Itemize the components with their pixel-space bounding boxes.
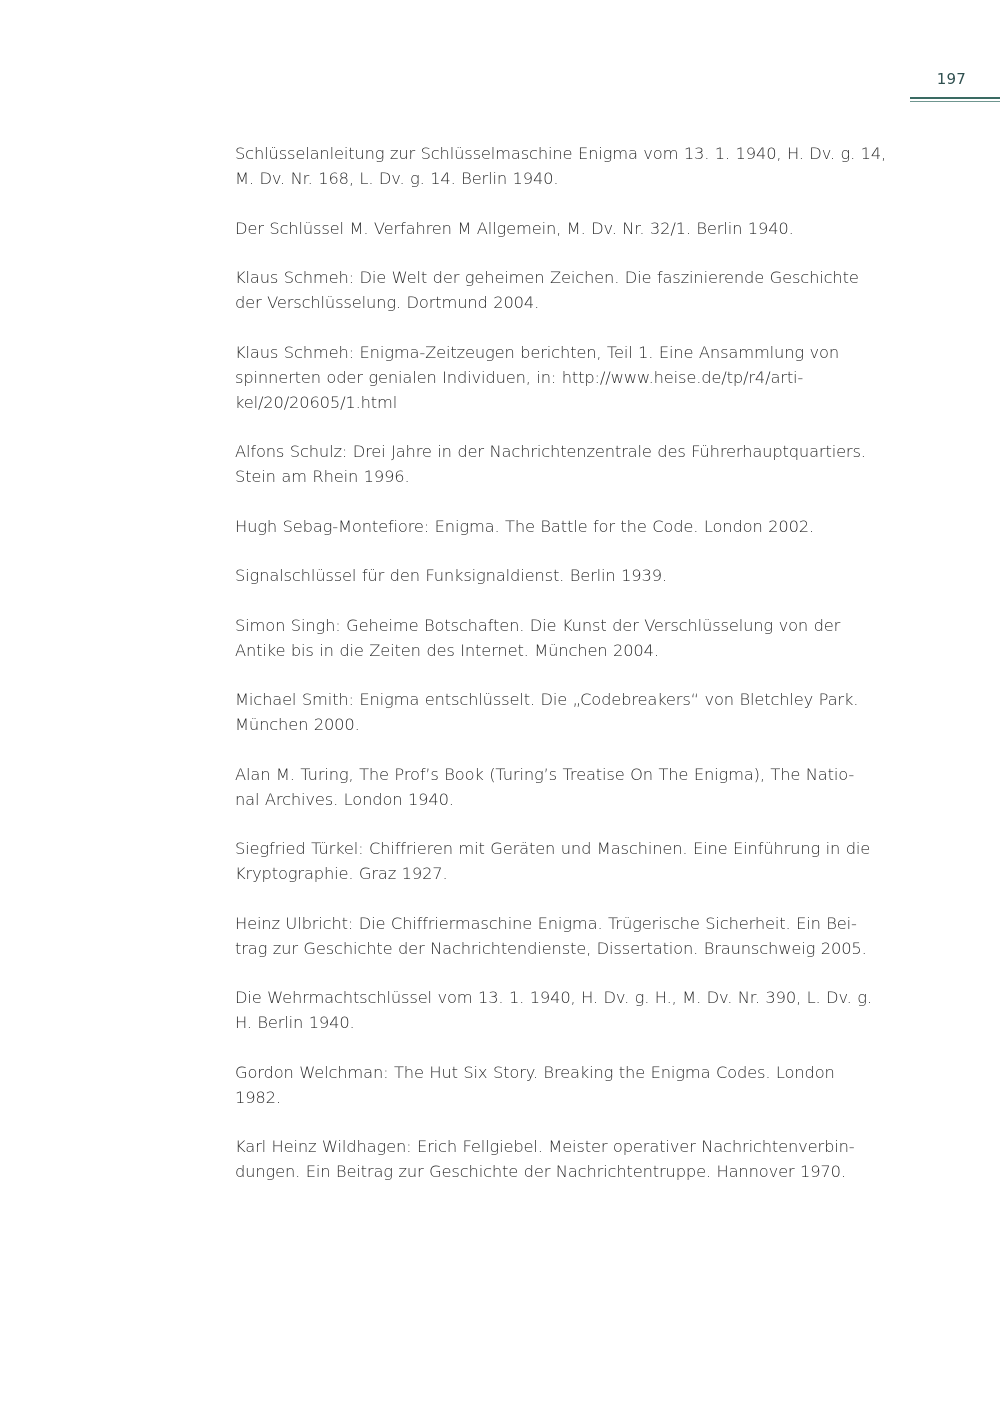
entry-line: trag zur Geschichte der Nachrichtendienste, Dissertation. Braunschweig 2005.	[235, 938, 867, 958]
bibliography-entry	[235, 340, 895, 415]
bibliography-entry	[235, 762, 895, 812]
bibliography-entry	[235, 216, 895, 241]
entry-line: 1982.	[235, 1087, 281, 1107]
entry-line: Schlüsselanleitung zur Schlüsselmaschine Enigma vom 13. 1. 1940, H. Dv. g. 14,	[235, 144, 887, 163]
entry-line: Siegfried Türkel: Chiffrieren mit Geräten und Maschinen. Eine Einführung in die	[235, 839, 871, 858]
header-rule	[910, 97, 1000, 99]
bibliography-entry	[235, 265, 895, 315]
entry-line: H. Berlin 1940.	[235, 1013, 355, 1032]
entry-line: Antike bis in die Zeiten des Internet. München 2004.	[235, 640, 659, 660]
entry-line: spinnerten oder genialen Individuen, in: http://www.heise.de/tp/r4/arti-	[235, 367, 804, 387]
entry-line: Stein am Rhein 1996.	[235, 467, 410, 486]
entry-line: kel/20/20605/1.html	[235, 392, 398, 412]
entry-line: Der Schlüssel M. Verfahren M Allgemein, M. Dv. Nr. 32/1. Berlin 1940.	[235, 218, 794, 238]
bibliography-entry	[235, 141, 895, 191]
page-number: 197	[936, 70, 966, 88]
entry-line: Kryptographie. Graz 1927.	[235, 864, 448, 883]
bibliography-entry	[235, 439, 895, 489]
bibliography-entry	[235, 563, 895, 588]
entry-line: Heinz Ulbricht: Die Chiffriermaschine Enigma. Trügerische Sicherheit. Ein Bei-	[235, 913, 857, 933]
entry-line: Klaus Schmeh: Die Welt der geheimen Zeichen. Die faszinierende Geschichte	[235, 268, 859, 287]
bibliography-entry	[235, 613, 895, 663]
entry-line: Michael Smith: Enigma entschlüsselt. Die „Codebreakers“ von Bletchley Park.	[235, 690, 859, 709]
entry-line: Alfons Schulz: Drei Jahre in der Nachrichtenzentrale des Führerhauptquartiers.	[235, 442, 866, 461]
entry-line: Signalschlüssel für den Funksignaldienst. Berlin 1939.	[235, 566, 667, 585]
bibliography-entry	[235, 514, 895, 539]
header-rule-thin	[910, 101, 1000, 102]
bibliography-entry	[235, 687, 895, 737]
entry-line: Alan M. Turing, The Prof’s Book (Turing’s Treatise On The Enigma), The Natio-	[235, 764, 855, 784]
entry-line: Simon Singh: Geheime Botschaften. Die Kunst der Verschlüsselung von der	[235, 615, 841, 635]
bibliography-entry	[235, 836, 895, 886]
entry-line: der Verschlüsselung. Dortmund 2004.	[235, 293, 540, 312]
entry-line: M. Dv. Nr. 168, L. Dv. g. 14. Berlin 1940.	[235, 169, 559, 188]
entry-line: Gordon Welchman: The Hut Six Story. Breaking the Enigma Codes. London	[235, 1062, 835, 1082]
entry-line: dungen. Ein Beitrag zur Geschichte der Nachrichtentruppe. Hannover 1970.	[235, 1162, 846, 1181]
bibliography-entry	[235, 1060, 895, 1110]
bibliography-entry	[235, 985, 895, 1035]
entry-line: nal Archives. London 1940.	[235, 789, 454, 809]
entry-line: Karl Heinz Wildhagen: Erich Fellgiebel. Meister operativer Nachrichtenverbin-	[235, 1137, 855, 1156]
entry-line: Hugh Sebag-Montefiore: Enigma. The Battle for the Code. London 2002.	[235, 516, 815, 536]
entry-line: Klaus Schmeh: Enigma-Zeitzeugen berichten, Teil 1. Eine Ansammlung von	[235, 342, 839, 362]
bibliography-entry	[235, 1134, 895, 1184]
bibliography-list	[235, 141, 895, 1209]
entry-line: Die Wehrmachtschlüssel vom 13. 1. 1940, H. Dv. g. H., M. Dv. Nr. 390, L. Dv. g.	[235, 988, 872, 1007]
entry-line: München 2000.	[235, 715, 360, 734]
bibliography-entry	[235, 911, 895, 961]
